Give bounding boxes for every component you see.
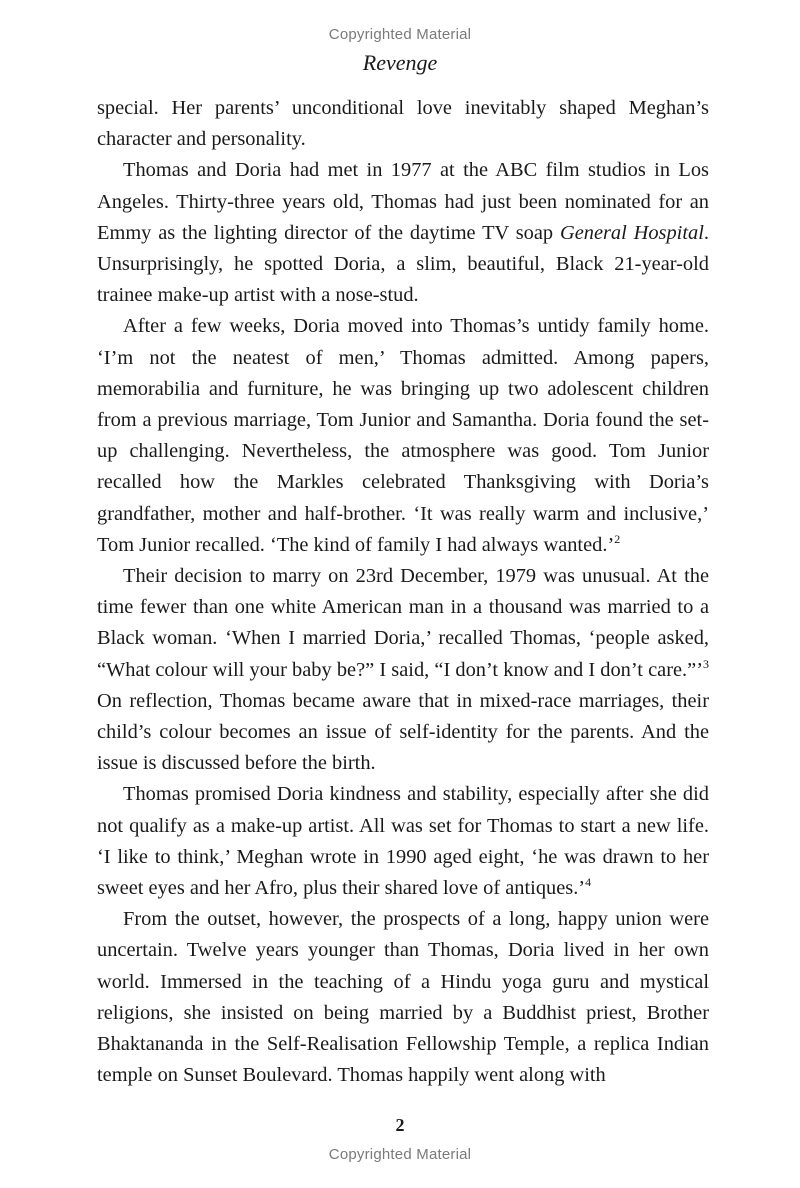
paragraph-text: After a few weeks, Doria moved into Thomas’s untidy family home. ‘I’m not the neatest of men,’ Thomas admitted. Among papers, memorabilia and furniture, he was bringing up two adolescent children from a previous marriage, Tom Junior and Samantha. Doria found the set-up challenging. Nevertheless, the atmosphere was good. Tom Junior recalled how the Markles celebrated Thanksgiving with Doria’s grandfather, mother and half-brother. ‘It was really warm and inclusive,’ Tom Junior recalled. ‘The kind of family I had always wanted.’ [97,315,709,556]
paragraph-text: . Unsurprisingly, he spotted Doria, a slim, beautiful, Black 21-year-old trainee make-up artist with a nose-stud. [97,221,709,307]
body-text [97,93,709,1092]
paragraph-text: Thomas and Doria had met in 1977 at the ABC film studios in Los Angeles. Thirty-three years old, Thomas had just been nominated for an Emmy as the lighting director of the daytime TV soap [97,159,709,244]
paragraph-text: Thomas promised Doria kindness and stability, especially after she did not qualify as a make-up artist. All was set for Thomas to start a new life. ‘I like to think,’ Meghan wrote in 1990 aged eight, ‘he was drawn to her sweet eyes and her Afro, plus their shared love of antiques.’ [97,783,709,900]
paragraph-text: From the outset, however, the prospects of a long, happy union were uncertain. Twelve years younger than Thomas, Doria lived in her own world. Immersed in the teaching of a Hindu yoga guru and mystical religions, she insisted on being married by a Buddhist priest, Brother Bhaktananda in the Self-Realisation Fellowship Temple, a replica Indian temple on Sunset Boulevard. Thomas happily went along with [97,908,709,1087]
paragraph-text: On reflection, Thomas became aware that in mixed-race marriages, their child’s colour becomes an issue of self-identity for the parents. And the issue is discussed before the birth. [97,689,709,775]
paragraph [97,779,709,904]
paragraph-text: Their decision to marry on 23rd December, 1979 was unusual. At the time fewer than one white American man in a thousand was married to a Black woman. ‘When I married Doria,’ recalled Thomas, ‘people asked, “What colour will your baby be?” I said, “I don’t know and I don’t care.”’ [97,565,709,681]
paragraph [97,155,709,311]
footnote-marker: 3 [703,656,709,671]
paragraph-text: special. Her parents’ unconditional love inevitably shaped Meghan’s character and personality. [97,97,709,151]
paragraph [97,904,709,1091]
paragraph [97,93,709,155]
paragraph [97,311,709,561]
running-head: Revenge [362,50,438,75]
copyright-watermark-bottom: Copyrighted Material [328,1146,472,1163]
show-title: General Hospital [559,221,704,244]
copyright-watermark-top: Copyrighted Material [328,26,472,43]
footnote-marker: 4 [585,875,592,890]
paragraph [97,561,709,779]
footnote-marker: 2 [614,532,621,547]
page-number: 2 [395,1115,405,1135]
